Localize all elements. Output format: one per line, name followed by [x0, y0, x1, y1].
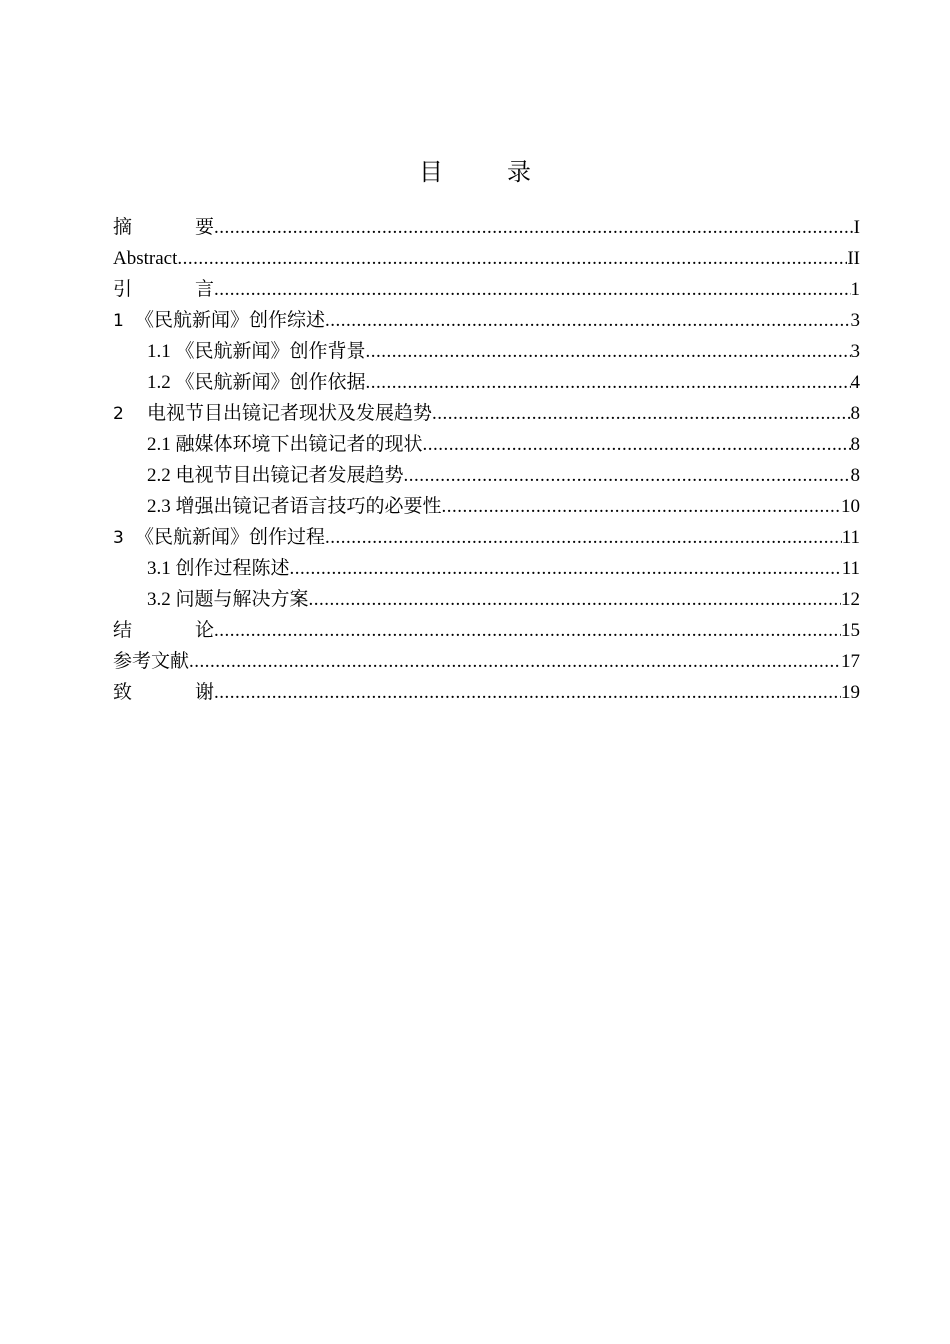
toc-page-number: 19	[841, 682, 860, 703]
toc-entry[interactable]	[113, 460, 860, 491]
toc-dot-leader	[366, 367, 851, 398]
toc-dot-leader	[325, 522, 842, 553]
toc-entry-title: 3.2 问题与解决方案	[147, 589, 309, 610]
toc-entry[interactable]	[113, 491, 860, 522]
toc-entry[interactable]	[113, 274, 860, 305]
toc-entry-title: 1.1 《民航新闻》创作背景	[147, 341, 366, 362]
toc-entry-title: 2.3 增强出镜记者语言技巧的必要性	[147, 496, 442, 517]
toc-page-number: 15	[841, 620, 860, 641]
toc-page-number: 11	[841, 527, 860, 548]
toc-dot-leader	[423, 429, 851, 460]
toc-entry-title	[113, 398, 432, 429]
toc-page-number: II	[847, 248, 860, 269]
toc-entry-title: 3.1 创作过程陈述	[147, 558, 290, 579]
toc-dot-leader	[404, 460, 851, 491]
toc-dot-leader	[325, 305, 850, 336]
toc-dot-leader	[214, 212, 854, 243]
toc-entry-title	[113, 305, 325, 336]
toc-page-number: 8	[850, 465, 860, 486]
toc-page-number: 8	[850, 403, 860, 424]
toc-page-number: 3	[850, 341, 860, 362]
toc-page-number: 17	[841, 651, 860, 672]
toc-entry[interactable]	[113, 212, 860, 243]
toc-list	[113, 212, 860, 708]
toc-entry[interactable]	[113, 243, 860, 274]
toc-page-number: I	[853, 217, 860, 238]
toc-entry-title: 引 言	[113, 279, 237, 300]
toc-entry[interactable]	[113, 677, 860, 708]
toc-page-number: 12	[841, 589, 860, 610]
toc-page-number: 11	[841, 558, 860, 579]
toc-dot-leader	[309, 584, 841, 615]
toc-entry[interactable]	[113, 646, 860, 677]
toc-entry[interactable]	[113, 367, 860, 398]
toc-dot-leader	[432, 398, 850, 429]
toc-entry[interactable]	[113, 615, 860, 646]
toc-entry-title: 摘 要	[113, 217, 237, 238]
toc-page-number: 1	[850, 279, 860, 300]
toc-chapter-title: 电视节目出镜记者现状及发展趋势	[147, 403, 433, 424]
toc-dot-leader	[442, 491, 841, 522]
toc-entry-title	[113, 522, 325, 553]
toc-entry[interactable]	[113, 429, 860, 460]
toc-entry-title: 2.1 融媒体环境下出镜记者的现状	[147, 434, 423, 455]
toc-page-number: 4	[850, 372, 860, 393]
toc-entry[interactable]	[113, 584, 860, 615]
toc-entry-title: Abstract	[113, 248, 178, 269]
toc-chapter-number: 3	[113, 528, 124, 548]
toc-dot-leader	[189, 646, 841, 677]
toc-dot-leader	[214, 615, 841, 646]
toc-page-number: 3	[850, 310, 860, 331]
toc-page-number: 8	[850, 434, 860, 455]
toc-dot-leader	[177, 243, 847, 274]
toc-chapter-number: 1	[113, 311, 124, 331]
toc-entry-title: 致 谢	[113, 682, 237, 703]
toc-chapter-title: 《民航新闻》创作过程	[135, 527, 326, 548]
toc-title: 目 录	[419, 158, 551, 186]
toc-entry[interactable]	[113, 336, 860, 367]
toc-page-number: 10	[841, 496, 860, 517]
toc-dot-leader	[214, 677, 841, 708]
toc-entry[interactable]	[113, 553, 860, 584]
toc-entry-title: 2.2 电视节目出镜记者发展趋势	[147, 465, 404, 486]
toc-chapter-number: 2	[113, 404, 124, 424]
toc-entry[interactable]	[113, 522, 860, 553]
toc-chapter-title: 《民航新闻》创作综述	[135, 310, 326, 331]
toc-dot-leader	[290, 553, 842, 584]
toc-entry[interactable]	[113, 305, 860, 336]
toc-entry-title: 参考文献	[113, 651, 190, 672]
toc-entry[interactable]	[113, 398, 860, 429]
toc-dot-leader	[366, 336, 851, 367]
toc-entry-title: 1.2 《民航新闻》创作依据	[147, 372, 366, 393]
toc-dot-leader	[214, 274, 850, 305]
toc-entry-title: 结 论	[113, 620, 237, 641]
